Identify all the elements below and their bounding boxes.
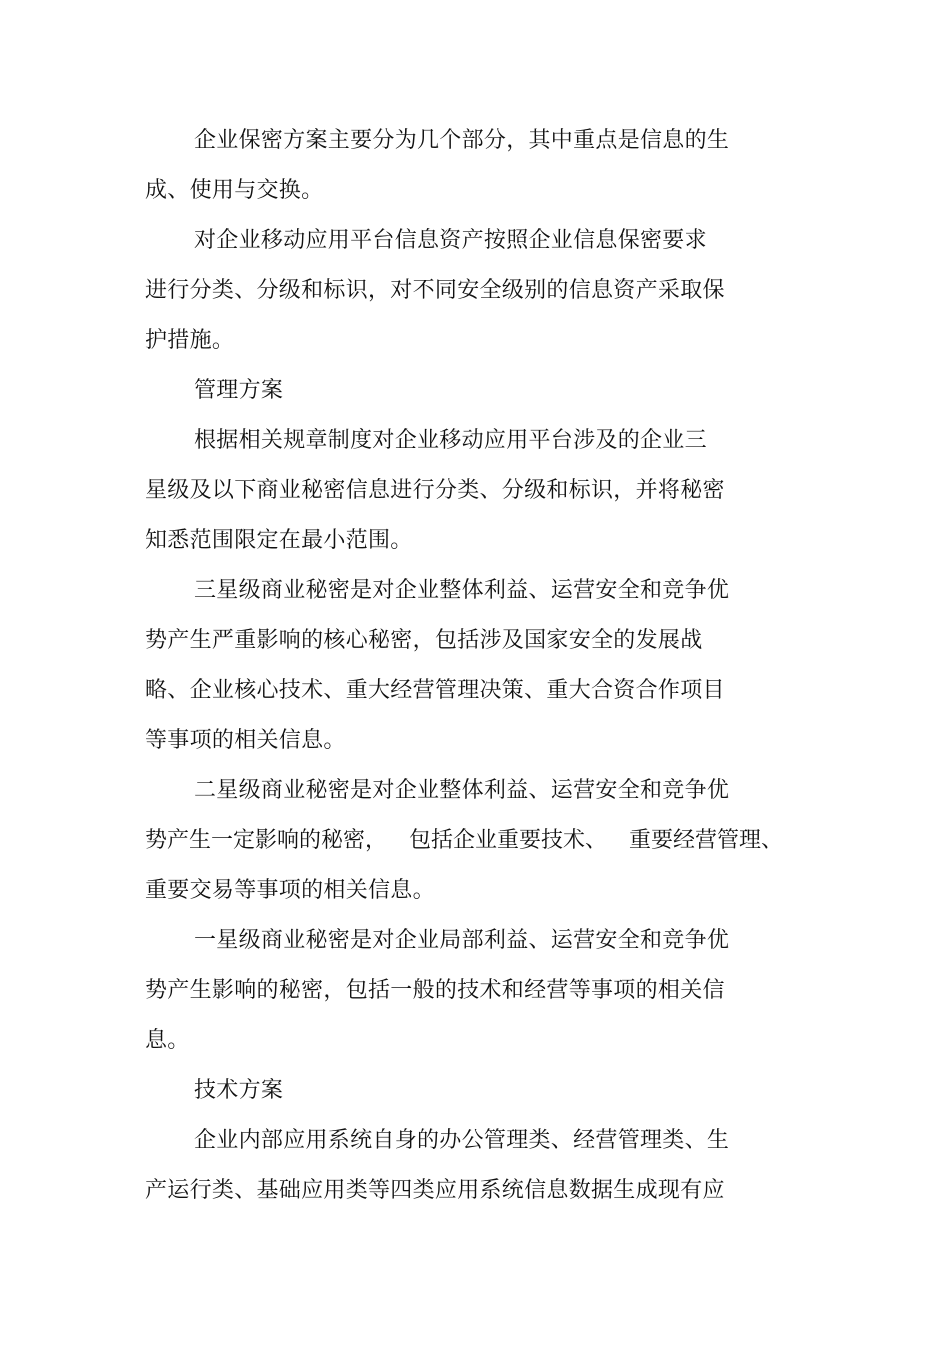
paragraph-line: 重要交易等事项的相关信息。 bbox=[145, 878, 435, 903]
paragraph-line: 产运行类、基础应用类等四类应用系统信息数据生成现有应 bbox=[145, 1178, 725, 1203]
section-heading: 管理方案 bbox=[194, 378, 284, 403]
paragraph-line: 根据相关规章制度对企业移动应用平台涉及的企业三 bbox=[194, 428, 707, 453]
paragraph-line bbox=[145, 826, 783, 856]
line-segment: 势产生一定影响的秘密， bbox=[145, 828, 388, 853]
paragraph-line: 势产生严重影响的核心秘密，包括涉及国家安全的发展战 bbox=[145, 628, 703, 653]
paragraph-line: 一星级商业秘密是对企业局部利益、运营安全和竞争优 bbox=[194, 928, 730, 953]
paragraph-line: 企业保密方案主要分为几个部分，其中重点是信息的生 bbox=[194, 128, 730, 153]
paragraph-line: 知悉范围限定在最小范围。 bbox=[145, 528, 413, 553]
paragraph-line: 星级及以下商业秘密信息进行分类、分级和标识，并将秘密 bbox=[145, 478, 725, 503]
paragraph-line: 企业内部应用系统自身的办公管理类、经营管理类、生 bbox=[194, 1128, 730, 1153]
paragraph-line: 进行分类、分级和标识，对不同安全级别的信息资产采取保 bbox=[145, 278, 725, 303]
paragraph-line: 略、企业核心技术、重大经营管理决策、重大合资合作项目 bbox=[145, 678, 725, 703]
line-segment: 重要经营管理、 bbox=[629, 828, 784, 853]
paragraph-line: 等事项的相关信息。 bbox=[145, 728, 346, 753]
paragraph-line: 护措施。 bbox=[145, 328, 235, 353]
section-heading: 技术方案 bbox=[194, 1078, 284, 1103]
paragraph-line: 势产生影响的秘密，包括一般的技术和经营等事项的相关信 bbox=[145, 978, 725, 1003]
paragraph-line: 对企业移动应用平台信息资产按照企业信息保密要求 bbox=[194, 228, 707, 253]
paragraph-line: 三星级商业秘密是对企业整体利益、运营安全和竞争优 bbox=[194, 578, 730, 603]
line-segment: 包括企业重要技术、 bbox=[409, 828, 608, 853]
paragraph-line: 息。 bbox=[145, 1028, 190, 1053]
paragraph-line: 二星级商业秘密是对企业整体利益、运营安全和竞争优 bbox=[194, 778, 730, 803]
paragraph-line: 成、使用与交换。 bbox=[145, 178, 324, 203]
